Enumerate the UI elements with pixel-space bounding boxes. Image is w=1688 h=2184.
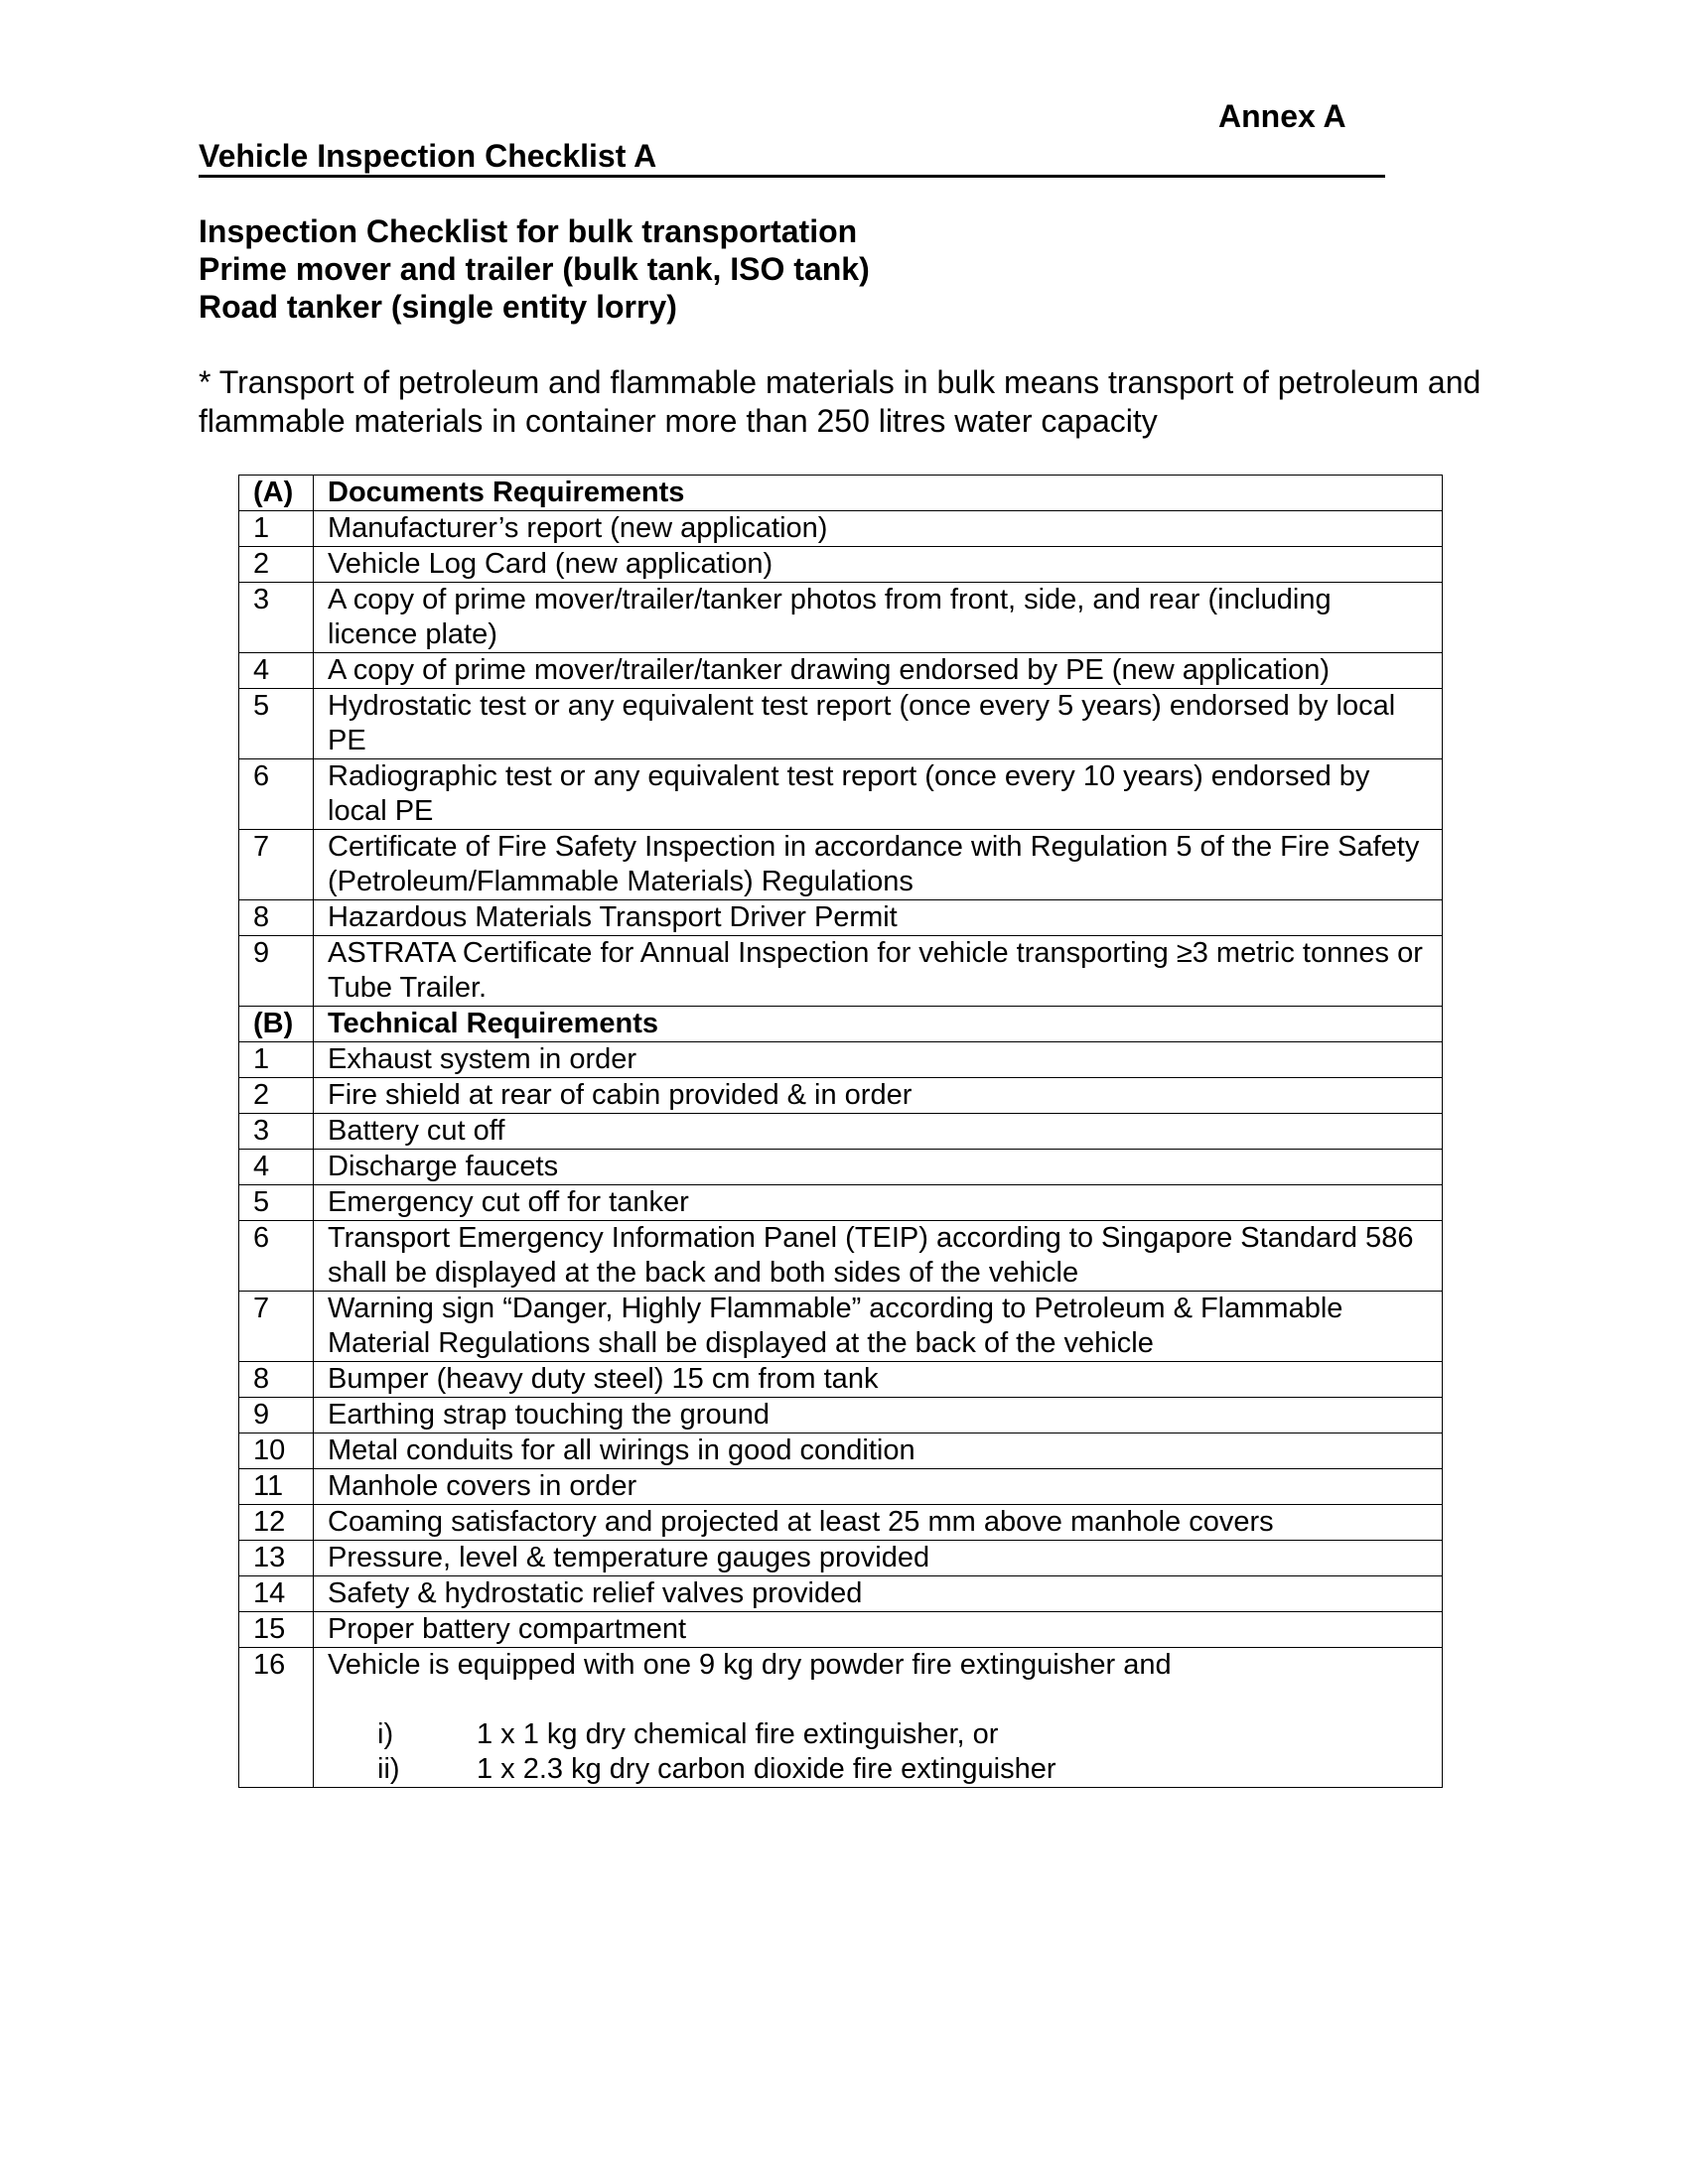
subtitle-line: Inspection Checklist for bulk transportation: [199, 213, 858, 249]
section-header-technical: [239, 1007, 1443, 1042]
item-number: 2: [239, 547, 314, 583]
item-text: Metal conduits for all wirings in good condition: [314, 1433, 1443, 1469]
item-text: Pressure, level & temperature gauges provided: [314, 1541, 1443, 1576]
option-text: 1 x 1 kg dry chemical fire extinguisher, or: [477, 1718, 999, 1750]
item-number: 2: [239, 1078, 314, 1114]
item-number: 6: [239, 759, 314, 830]
item-text: Certificate of Fire Safety Inspection in accordance with Regulation 5 of the Fire Safety (Petroleum/Flammable Materials) Regulations: [314, 830, 1443, 900]
table-row: [239, 547, 1443, 583]
inspection-checklist-table: [238, 475, 1443, 1788]
item-number: 4: [239, 1150, 314, 1185]
item-number: 13: [239, 1541, 314, 1576]
item-number: 4: [239, 653, 314, 689]
item-text: Bumper (heavy duty steel) 15 cm from tank: [314, 1362, 1443, 1398]
table-row: [239, 1505, 1443, 1541]
item-number: 11: [239, 1469, 314, 1505]
option-numeral: i): [377, 1718, 394, 1750]
item-number: 14: [239, 1576, 314, 1612]
item-number: 8: [239, 1362, 314, 1398]
table-row: [239, 1469, 1443, 1505]
list-item: [328, 1752, 1428, 1787]
table-row: [239, 1576, 1443, 1612]
section-header-documents: [239, 476, 1443, 511]
item-text: Emergency cut off for tanker: [314, 1185, 1443, 1221]
item-text: Exhaust system in order: [314, 1042, 1443, 1078]
item-text: Transport Emergency Information Panel (TEIP) according to Singapore Standard 586 shall be displayed at the back and both sides of the vehicle: [314, 1221, 1443, 1292]
item-number: 1: [239, 1042, 314, 1078]
item-text: Radiographic test or any equivalent test report (once every 10 years) endorsed by local PE: [314, 759, 1443, 830]
item-number: 10: [239, 1433, 314, 1469]
table-row: [239, 936, 1443, 1007]
option-numeral: ii): [377, 1753, 400, 1785]
item-text: Hazardous Materials Transport Driver Permit: [314, 900, 1443, 936]
item-number: 6: [239, 1221, 314, 1292]
table-row: [239, 653, 1443, 689]
table-row: [239, 1541, 1443, 1576]
table-row: [239, 1221, 1443, 1292]
item-text: Proper battery compartment: [314, 1612, 1443, 1648]
table-row: [239, 1362, 1443, 1398]
item-text: Coaming satisfactory and projected at least 25 mm above manhole covers: [314, 1505, 1443, 1541]
section-code: (B): [239, 1007, 314, 1042]
item-text: Fire shield at rear of cabin provided & in order: [314, 1078, 1443, 1114]
option-text: 1 x 2.3 kg dry carbon dioxide fire extinguisher: [477, 1753, 1056, 1785]
section-code: (A): [239, 476, 314, 511]
item-number: 5: [239, 1185, 314, 1221]
item-number: 7: [239, 1292, 314, 1362]
item-number: 1: [239, 511, 314, 547]
item-text: Warning sign “Danger, Highly Flammable” according to Petroleum & Flammable Material Regulations shall be displayed at the back of the vehicle: [314, 1292, 1443, 1362]
subtitle-block: [199, 212, 870, 326]
subtitle-line: Prime mover and trailer (bulk tank, ISO tank): [199, 251, 870, 287]
table-row: [239, 1433, 1443, 1469]
item-text: A copy of prime mover/trailer/tanker photos from front, side, and rear (including licence plate): [314, 583, 1443, 653]
section-title: Documents Requirements: [314, 476, 1443, 511]
table-row: [239, 900, 1443, 936]
item-text: Vehicle Log Card (new application): [314, 547, 1443, 583]
table-row: [239, 1398, 1443, 1433]
table-row: [239, 1150, 1443, 1185]
table-row: [239, 1185, 1443, 1221]
item-text: Manhole covers in order: [314, 1469, 1443, 1505]
item-text: Battery cut off: [314, 1114, 1443, 1150]
subtitle-line: Road tanker (single entity lorry): [199, 289, 677, 325]
item-text: Discharge faucets: [314, 1150, 1443, 1185]
table-row: [239, 511, 1443, 547]
item-text: ASTRATA Certificate for Annual Inspection for vehicle transporting ≥3 metric tonnes or Tube Trailer.: [314, 936, 1443, 1007]
table-row: [239, 830, 1443, 900]
item-text: Hydrostatic test or any equivalent test report (once every 5 years) endorsed by local PE: [314, 689, 1443, 759]
table-row: [239, 1648, 1443, 1788]
item-text: Vehicle is equipped with one 9 kg dry powder fire extinguisher and: [328, 1649, 1172, 1681]
item-number: 3: [239, 583, 314, 653]
list-item: [328, 1717, 1428, 1752]
item-number: 7: [239, 830, 314, 900]
item-number: 8: [239, 900, 314, 936]
item-number: 16: [239, 1648, 314, 1788]
table-row: [239, 1612, 1443, 1648]
table-row: [239, 1042, 1443, 1078]
item-number: 3: [239, 1114, 314, 1150]
item-cell: [314, 1648, 1443, 1788]
item-number: 9: [239, 936, 314, 1007]
item-number: 5: [239, 689, 314, 759]
item-number: 15: [239, 1612, 314, 1648]
item-text: Safety & hydrostatic relief valves provided: [314, 1576, 1443, 1612]
table-row: [239, 689, 1443, 759]
table-row: [239, 1078, 1443, 1114]
table-row: [239, 1292, 1443, 1362]
table-row: [239, 583, 1443, 653]
extinguisher-options-list: [328, 1717, 1428, 1787]
page-title: Vehicle Inspection Checklist A: [199, 137, 1385, 178]
item-number: 9: [239, 1398, 314, 1433]
item-text: Manufacturer’s report (new application): [314, 511, 1443, 547]
item-number: 12: [239, 1505, 314, 1541]
annex-label: Annex A: [1218, 98, 1346, 134]
item-text: A copy of prime mover/trailer/tanker drawing endorsed by PE (new application): [314, 653, 1443, 689]
bulk-definition-note: * Transport of petroleum and flammable materials in bulk means transport of petroleum and flammable materials in container more than 250 litres water capacity: [199, 364, 1481, 439]
table-row: [239, 1114, 1443, 1150]
item-text: Earthing strap touching the ground: [314, 1398, 1443, 1433]
section-title: Technical Requirements: [314, 1007, 1443, 1042]
table-row: [239, 759, 1443, 830]
